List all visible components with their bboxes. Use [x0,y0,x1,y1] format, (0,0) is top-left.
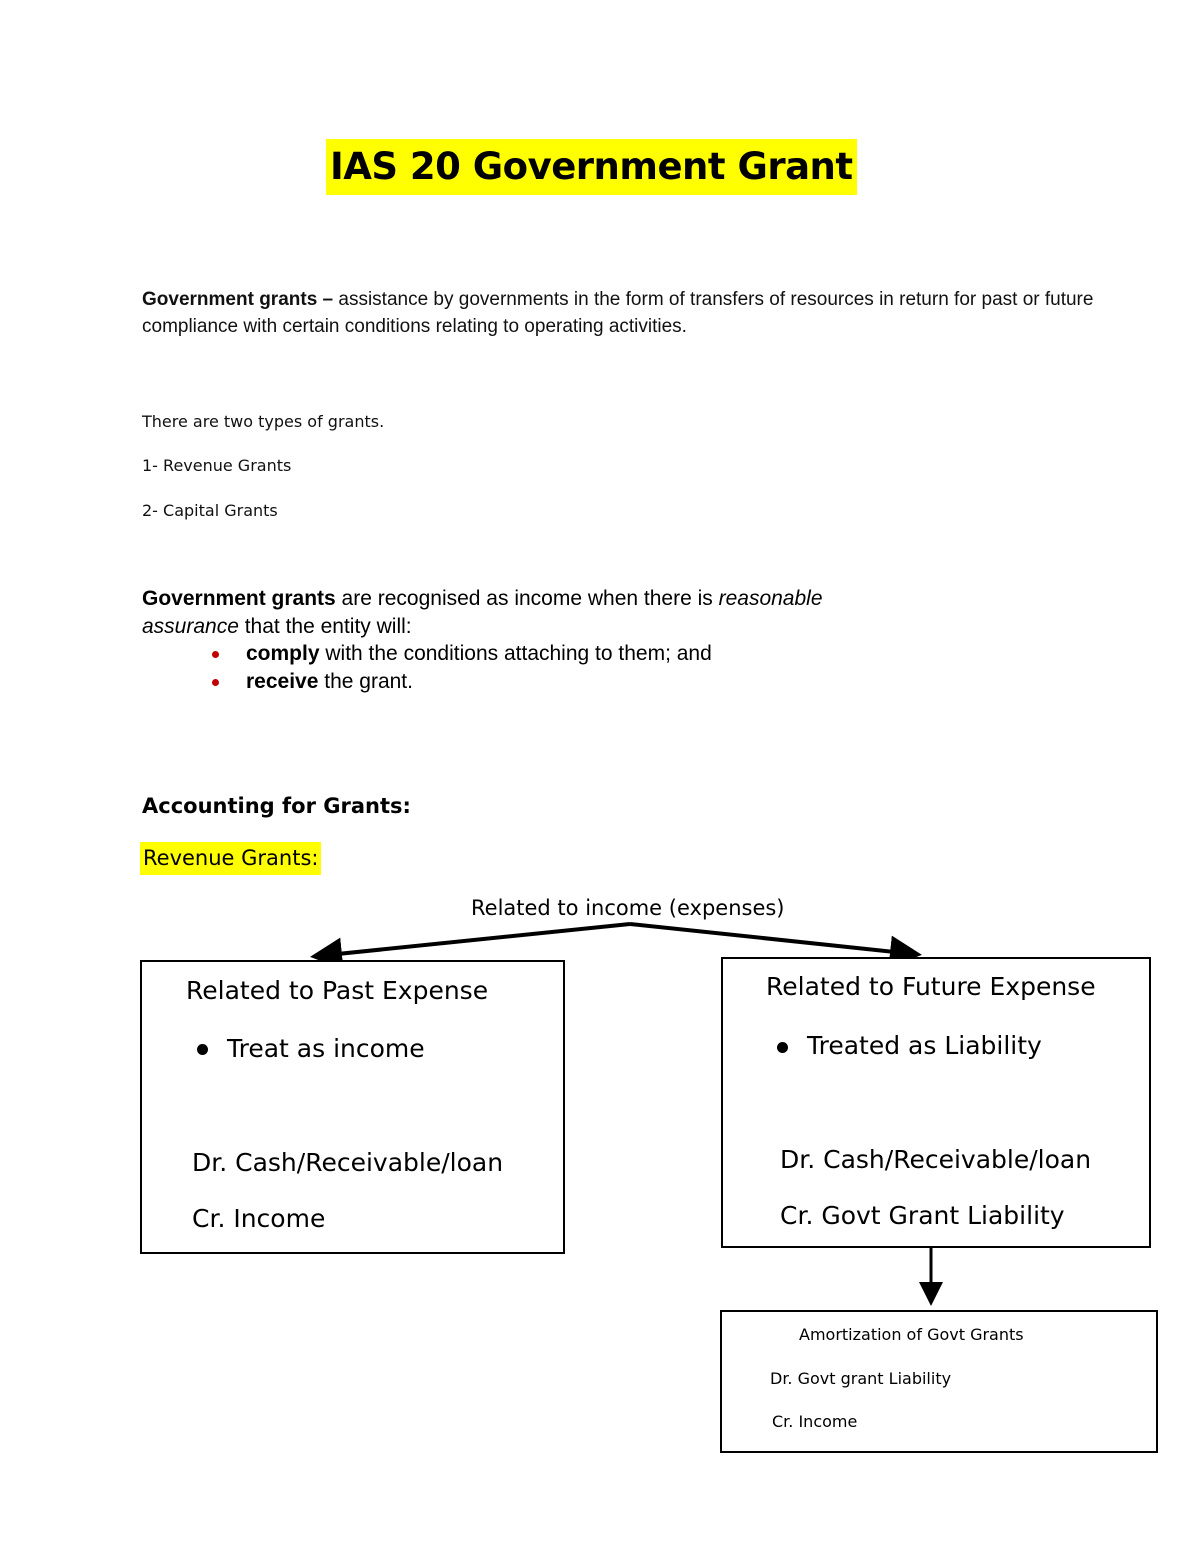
types-item-1: 1- Revenue Grants [142,456,292,475]
types-item-2: 2- Capital Grants [142,501,278,520]
amortization-title: Amortization of Govt Grants [799,1325,1024,1344]
types-intro: There are two types of grants. [142,412,385,431]
revenue-heading: Revenue Grants: [140,842,321,875]
past-expense-dr: Dr. Cash/Receivable/loan [192,1148,504,1177]
recognition-text-1: are recognised as income when there is [335,587,719,610]
bullet-text: with the conditions attaching to them; and [319,642,712,665]
bullet-dot-icon [777,1042,788,1053]
amortization-box [720,1310,1158,1453]
page-title: IAS 20 Government Grant [326,139,857,195]
arrow-to-past [318,924,630,956]
recognition-italic-2: assurance [142,615,239,638]
future-expense-dr: Dr. Cash/Receivable/loan [780,1145,1092,1174]
future-expense-cr: Cr. Govt Grant Liability [780,1201,1065,1230]
diagram-top-label: Related to income (expenses) [471,896,785,920]
amortization-dr: Dr. Govt grant Liability [770,1369,952,1388]
recognition-italic-1: reasonable [718,587,823,610]
bullet-dot-icon [197,1044,208,1055]
amortization-cr: Cr. Income [772,1412,858,1431]
bullet-text: the grant. [318,670,413,693]
future-expense-title: Related to Future Expense [766,972,1096,1001]
bullet-bold: receive [246,670,319,693]
accounting-heading: Accounting for Grants: [142,794,411,818]
past-expense-box [140,960,565,1254]
arrow-to-future [630,924,914,954]
bullet-bold: comply [246,642,320,665]
future-expense-box [721,957,1151,1248]
future-expense-bullet: Treated as Liability [807,1031,1042,1060]
recognition-text-2: that the entity will: [238,615,412,638]
past-expense-bullet: Treat as income [227,1034,425,1063]
past-expense-cr: Cr. Income [192,1204,326,1233]
definition-term: Government grants – [142,289,334,310]
definition-text: assistance by governments in the form of transfers of resources in return for past or future compliance with certain conditions relating to operating activities. [142,289,1094,337]
past-expense-title: Related to Past Expense [186,976,489,1005]
recognition-term: Government grants [142,587,336,610]
